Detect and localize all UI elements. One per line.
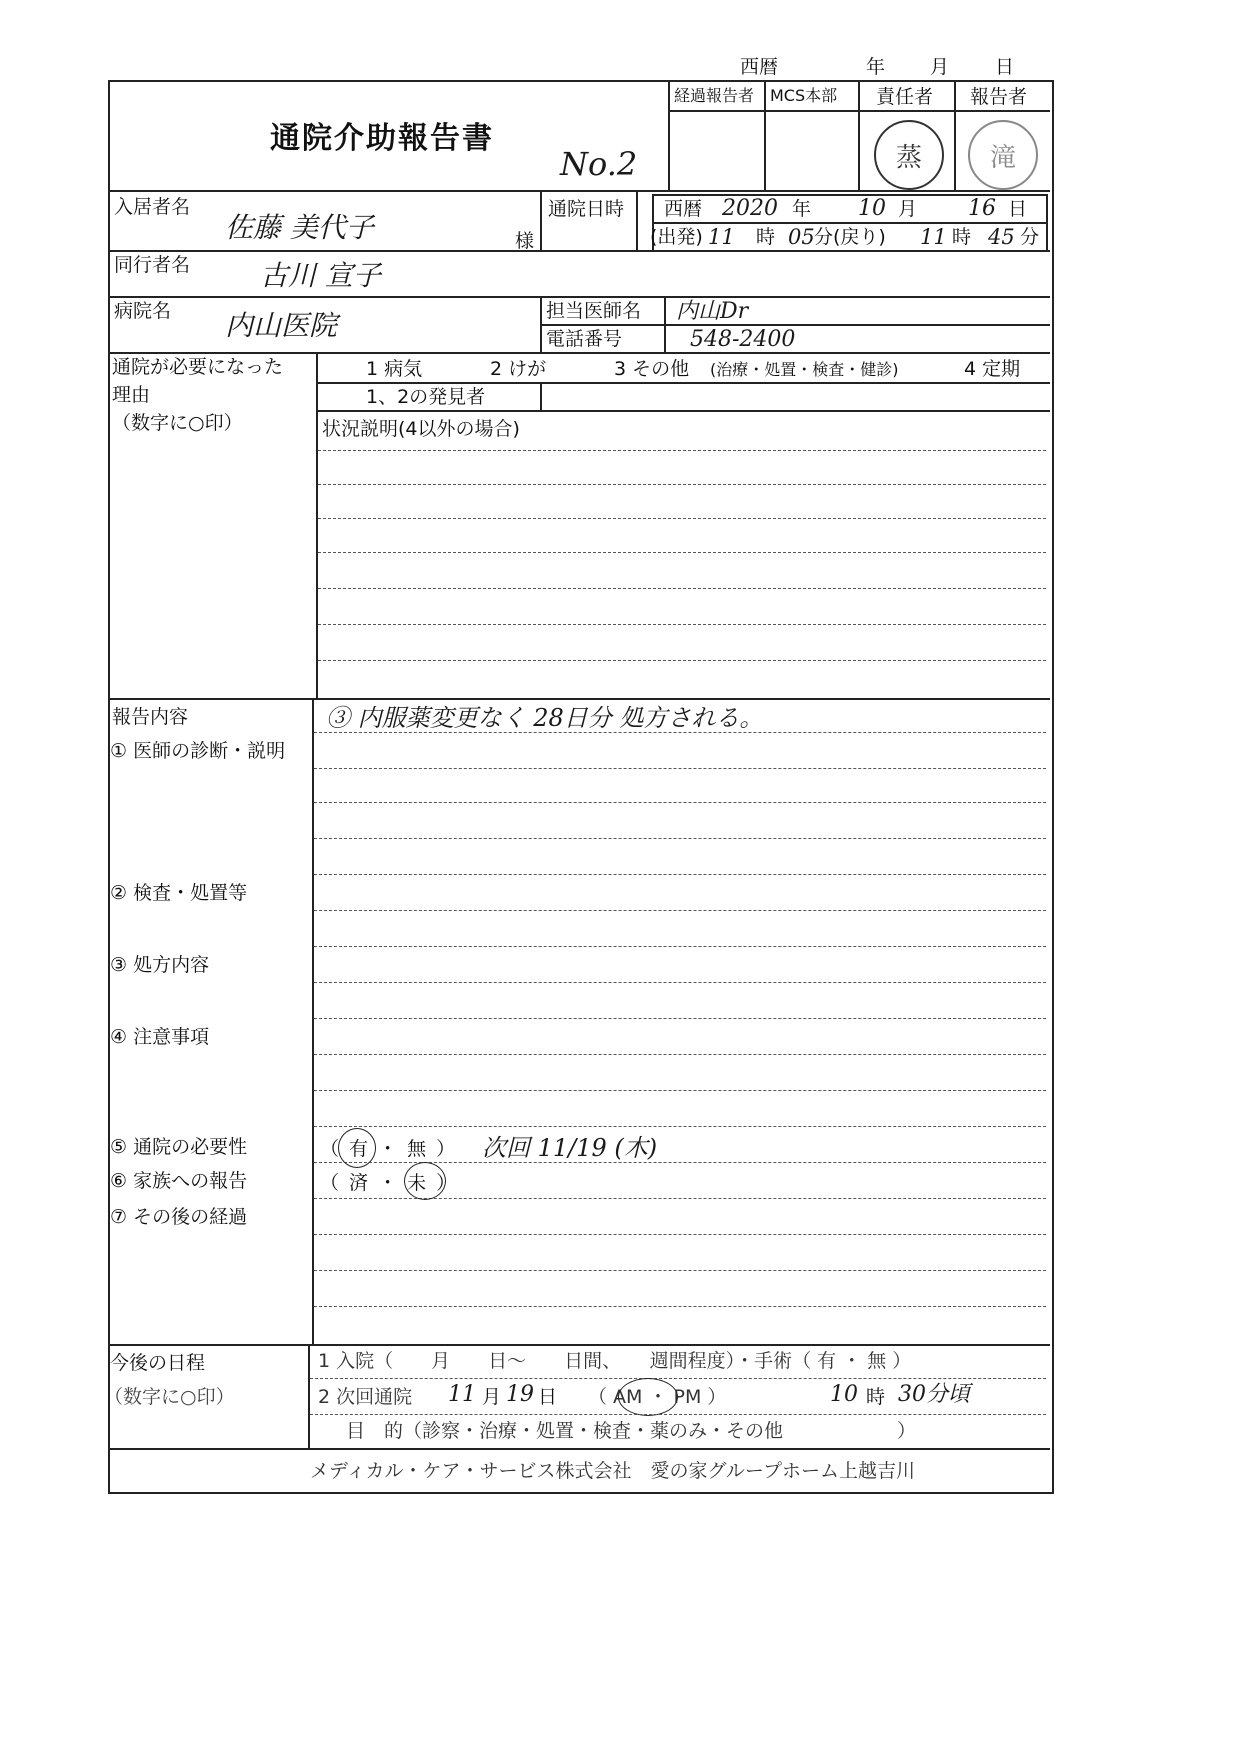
header-day-unit: 日 bbox=[995, 56, 1015, 78]
reason-option-illness: 1 病気 bbox=[366, 358, 423, 380]
visit-return-min-unit: 分 bbox=[1020, 226, 1040, 248]
visit-year-unit: 年 bbox=[792, 198, 812, 220]
reason-label-1: 通院が必要になった bbox=[112, 356, 284, 378]
reason-label-3: （数字に○印） bbox=[112, 412, 243, 434]
schedule-next-visit-min: 30分頃 bbox=[898, 1382, 970, 1407]
companion-name: 古川 宣子 bbox=[260, 259, 381, 292]
visit-label: 通院日時 bbox=[548, 198, 625, 220]
necessity-options: （ 有 ・ 無 ） bbox=[320, 1138, 458, 1160]
visit-depart-hour: 11 bbox=[708, 225, 735, 249]
visit-day: 16 bbox=[968, 196, 996, 221]
resident-name: 佐藤 美代子 bbox=[225, 211, 374, 244]
report-item-family: ⑥ 家族への報告 bbox=[110, 1170, 248, 1192]
reporter-stamp-icon: 滝 bbox=[968, 120, 1038, 190]
finder-label: 1、2の発見者 bbox=[366, 386, 486, 408]
visit-month: 10 bbox=[858, 196, 886, 221]
phone-number: 548-2400 bbox=[690, 327, 796, 352]
approval-col-manager: 責任者 bbox=[876, 86, 934, 108]
reason-option-other: 3 その他 bbox=[614, 358, 690, 380]
schedule-next-visit-day: 19 bbox=[506, 1382, 534, 1407]
schedule-ampm: （ AM ・ PM ） bbox=[588, 1386, 727, 1408]
reason-label-2: 理由 bbox=[112, 384, 151, 406]
approval-col-progress: 経過報告者 bbox=[674, 86, 755, 105]
companion-label: 同行者名 bbox=[114, 254, 191, 276]
visit-depart-label: (出発) bbox=[650, 226, 703, 248]
report-item-tests: ② 検査・処置等 bbox=[110, 882, 248, 904]
schedule-label: 今後の日程 bbox=[110, 1352, 206, 1374]
necessity-circle-yes bbox=[338, 1128, 376, 1168]
visit-return-hour-unit: 時 bbox=[952, 226, 972, 248]
manager-stamp-icon: 蒸 bbox=[874, 120, 944, 190]
report-item-diagnosis: ① 医師の診断・説明 bbox=[110, 740, 286, 762]
situation-label: 状況説明(4以外の場合) bbox=[322, 418, 520, 440]
reason-option-regular: 4 定期 bbox=[964, 358, 1021, 380]
doctor-name: 内山Dr bbox=[676, 299, 749, 324]
approval-col-hq: MCS本部 bbox=[770, 86, 838, 105]
visit-depart-min: 05 bbox=[788, 225, 815, 249]
visit-year: 2020 bbox=[722, 196, 778, 221]
schedule-label-2: （数字に○印） bbox=[104, 1386, 235, 1408]
report-item-necessity: ⑤ 通院の必要性 bbox=[110, 1136, 248, 1158]
visit-day-unit: 日 bbox=[1008, 198, 1028, 220]
visit-month-unit: 月 bbox=[898, 198, 918, 220]
reason-option-other-detail: (治療・処置・検査・健診) bbox=[710, 360, 899, 379]
visit-return-min: 45 bbox=[988, 225, 1015, 249]
hospital-name: 内山医院 bbox=[225, 309, 338, 342]
schedule-purpose: 目 的（診察・治療・処置・検査・薬のみ・その他 ） bbox=[346, 1420, 917, 1442]
phone-label: 電話番号 bbox=[546, 328, 623, 350]
report-item-progress: ⑦ その後の経過 bbox=[110, 1206, 248, 1228]
resident-label: 入居者名 bbox=[114, 196, 191, 218]
visit-era: 西暦 bbox=[664, 198, 703, 220]
next-visit-note: 次回 11/19 (木) bbox=[482, 1134, 658, 1162]
schedule-hospitalization: 1 入院（ 月 日～ 日間、 週間程度）・手術（ 有 ・ 無 ） bbox=[318, 1350, 912, 1372]
family-circle-not-yet bbox=[404, 1162, 446, 1200]
report-note-prescription: ③ 内服薬変更なく 28日分 処方される。 bbox=[326, 704, 764, 732]
doctor-label: 担当医師名 bbox=[546, 300, 642, 322]
schedule-next-visit-month: 11 bbox=[448, 1382, 476, 1407]
visit-hour-unit: 時 bbox=[756, 226, 776, 248]
visit-return-label: 分(戻り) bbox=[814, 226, 886, 248]
schedule-next-visit-prefix: 2 次回通院 bbox=[318, 1386, 413, 1408]
family-options: （ 済 ・ 未 ） bbox=[320, 1172, 458, 1194]
footer-company: メディカル・ケア・サービス株式会社 愛の家グループホーム上越吉川 bbox=[310, 1460, 915, 1482]
report-item-prescription: ③ 処方内容 bbox=[110, 954, 210, 976]
hospital-label: 病院名 bbox=[114, 300, 172, 322]
report-label: 報告内容 bbox=[112, 706, 189, 728]
schedule-next-visit-month-unit: 月 bbox=[482, 1386, 502, 1408]
form-frame bbox=[108, 80, 1054, 1494]
schedule-next-visit-hour-unit: 時 bbox=[866, 1386, 886, 1408]
header-year-unit: 年 bbox=[866, 56, 886, 78]
visit-return-hour: 11 bbox=[920, 225, 947, 249]
form-number: No.2 bbox=[560, 145, 638, 183]
report-item-cautions: ④ 注意事項 bbox=[110, 1026, 210, 1048]
schedule-next-visit-day-unit: 日 bbox=[538, 1386, 558, 1408]
ampm-circle-am bbox=[618, 1378, 678, 1416]
approval-col-reporter: 報告者 bbox=[970, 86, 1028, 108]
resident-suffix: 様 bbox=[515, 230, 535, 252]
header-year-label: 西暦 bbox=[740, 56, 779, 78]
schedule-next-visit-hour: 10 bbox=[830, 1382, 858, 1407]
reason-option-injury: 2 けが bbox=[490, 358, 547, 380]
form-title: 通院介助報告書 bbox=[270, 121, 494, 156]
header-month-unit: 月 bbox=[930, 56, 950, 78]
